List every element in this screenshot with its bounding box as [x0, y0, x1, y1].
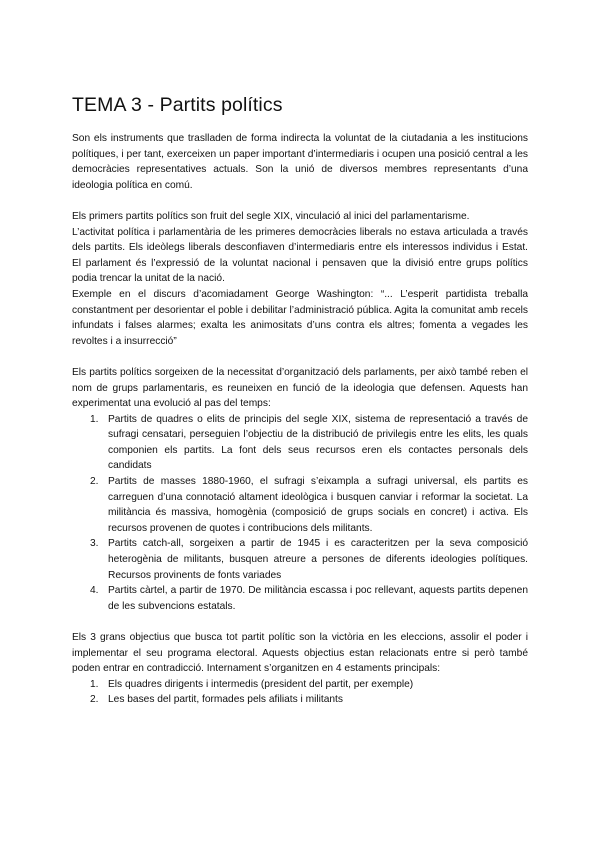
history-line-1: Els primers partits polítics son fruit del segle XIX, vinculació al inici del parlamentarisme. [72, 210, 470, 222]
list-item: 2. Les bases del partit, formades pels afiliats i militants [90, 694, 343, 706]
washington-quote: Exemple en el discurs d’acomiadament George Washington: “... L’esperit partidista treballa constantment per desorientar el poble i debilitar l’administració pública. Agita la comunitat amb recels infundats i falses alarmes; exalta les animositats d’uns contra els altres; fomenta a vegades les revoltes i a insurrecció” [72, 288, 528, 347]
objectives-paragraph: Els 3 grans objectius que busca tot partit polític son la victòria en les eleccions, assolir el poder i implementar el seu programa electoral. Aquests objectius estan relacionats entre si però també poden entrar en contradicció. Internament s’organitzen en 4 estaments principals: [72, 632, 528, 675]
evolution-intro: Els partits polítics sorgeixen de la necessitat d’organització dels parlaments, per això també reben el nom de grups parlamentaris, es reuneixen en funció de la ideologia que defensen. Aquests han experimentat una evolució al pas del temps: [72, 366, 528, 410]
spacer [72, 193, 528, 209]
history-line-2: L’activitat política i parlamentària de les primeres democràcies liberals no estava articulada a través dels partits. Els ideòlegs liberals desconfiaven d’intermediaris entre els interessos individus i Estat. El parlament és l’expressió de la voluntat nacional i pensaven que la divisió entre grups polítics podia trencar la unitat de la nació. [72, 226, 528, 285]
estaments-list [72, 677, 528, 708]
party-types-list [72, 412, 528, 615]
spacer [72, 614, 528, 630]
list-item: 4. Partits càrtel, a partir de 1970. De militància escassa i poc rellevant, aquests partits depenen de les subvencions estatals. [90, 585, 528, 612]
list-item: 2. Partits de masses 1880-1960, el sufragi s’eixampla a sufragi universal, els partits es carreguen d’una connotació altament ideològica i busquen canviar i reformar la societat. La militància és massiva, homogènia (composició de grups socials en concret) i activa. Els recursos provenen de quotes i contribucions dels militants. [90, 476, 528, 534]
list-item: 1. Els quadres dirigents i intermedis (president del partit, per exemple) [90, 678, 414, 690]
document-page [72, 94, 528, 708]
spacer [72, 349, 528, 365]
intro-paragraph: Son els instruments que traslladen de forma indirecta la voluntat de la ciutadania a les institucions polítiques, i per tant, exerceixen un paper important d’intermediaris i ocupen una posició central a les democràcies representatives actuals. Son la unió de diversos membres representants d’una ideologia política en comú. [72, 133, 528, 191]
list-item: 1. Partits de quadres o elits de principis del segle XIX, sistema de representació a través de sufragi censatari, perseguien l’objectiu de la distribució de privilegis entre les elits, les quals componien els partits. La font dels seus recursos eren els contactes personals dels candidats [90, 413, 528, 472]
list-item: 3. Partits catch-all, sorgeixen a partir de 1945 i es caracteritzen per la seva composició heterogènia de militants, busquen atreure a persones de diferents ideologies polítiques. Recursos provinents de fonts variades [90, 538, 528, 581]
page-title: TEMA 3 - Partits polítics [72, 94, 283, 116]
